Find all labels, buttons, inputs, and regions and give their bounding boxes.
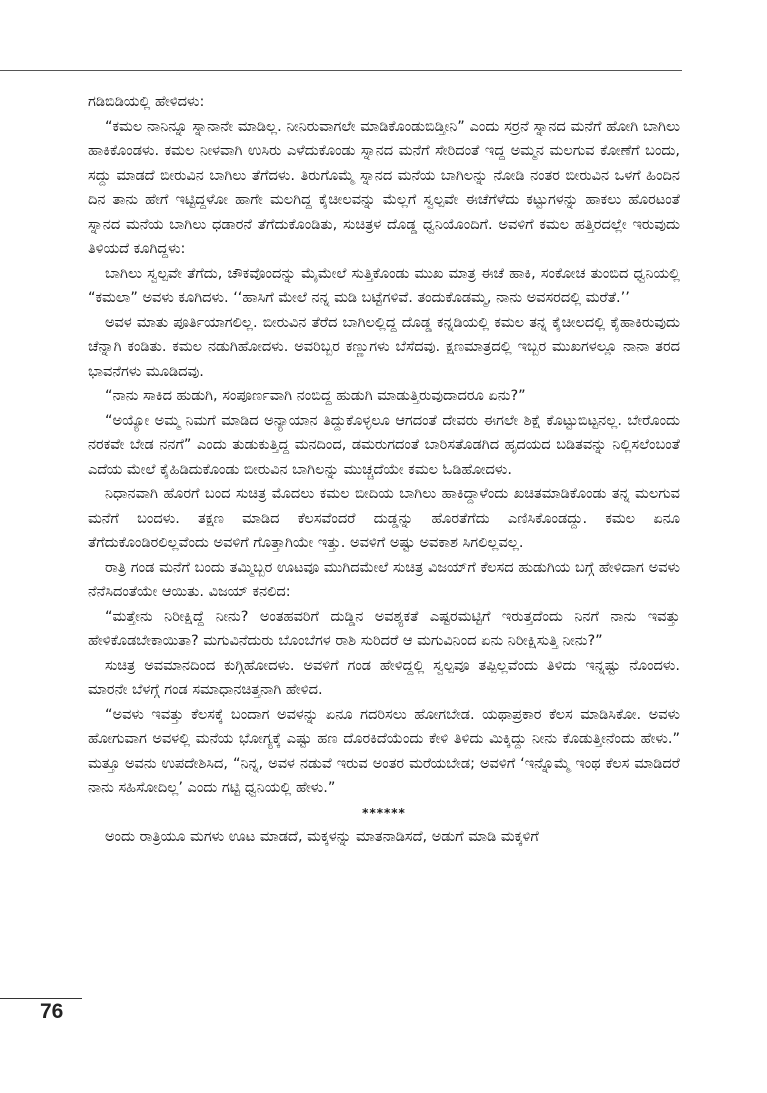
paragraph: “ಅಯ್ಯೋ ಅಮ್ಮ ನಿಮಗೆ ಮಾಡಿದ ಅನ್ಯಾಯಾನ ತಿದ್ದುಕೊಳ್ಳಲೂ ಆಗದಂತೆ ದೇವರು ಈಗಲೇ ಶಿಕ್ಷೆ ಕೊಟ್ಟುಬಿಟ್ಟನಲ್ಲ. ಬೇರೊಂದು ನರಕವೇ ಬೇಡ ನನಗೆ” ಎಂದು ತುಡುಕುತ್ತಿದ್ದ ಮನದಿಂದ, ಡಮರುಗದಂತೆ ಬಾರಿಸತೊಡಗಿದ ಹೃದಯದ ಬಡಿತವನ್ನು ನಿಲ್ಲಿಸಲೆಂಬಂತೆ ಎದೆಯ ಮೇಲೆ ಕೈಹಿಡಿದುಕೊಂಡು ಬೀರುವಿನ ಬಾಗಿಲನ್ನು ಮುಚ್ಚದೆಯೇ ಕಮಲ ಓಡಿಹೋದಳು. bbox=[88, 412, 680, 478]
paragraph: ಸುಚಿತ್ರ ಅವಮಾನದಿಂದ ಕುಗ್ಗಿಹೋದಳು. ಅವಳಿಗೆ ಗಂಡ ಹೇಳಿದ್ದಲ್ಲಿ ಸ್ವಲ್ಪವೂ ತಪ್ಪಿಲ್ಲವೆಂದು ತಿಳಿದು ಇನ್ನಷ್ಟು ನೊಂದಳು. ಮಾರನೇ ಬೆಳಗ್ಗೆ ಗಂಡ ಸಮಾಧಾನಚಿತ್ತನಾಗಿ ಹೇಳಿದ. bbox=[88, 657, 680, 698]
footer-rule bbox=[0, 998, 82, 999]
paragraph: ಗಡಿಬಿಡಿಯಲ್ಲಿ ಹೇಳಿದಳು: bbox=[88, 94, 205, 110]
paragraph: ಬಾಗಿಲು ಸ್ವಲ್ಪವೇ ತೆಗೆದು, ಚೌಕವೊಂದನ್ನು ಮೈಮೇಲೆ ಸುತ್ತಿಕೊಂಡು ಮುಖ ಮಾತ್ರ ಈಚೆ ಹಾಕಿ, ಸಂಕೋಚ ತುಂಬಿದ ಧ್ವನಿಯಲ್ಲಿ “ಕಮಲಾ” ಅವಳು ಕೂಗಿದಳು. ‘‘ಹಾಸಿಗೆ ಮೇಲೆ ನನ್ನ ಮಡಿ ಬಟ್ಟೆಗಳಿವೆ. ತಂದುಕೊಡಮ್ಮ, ನಾನು ಅವಸರದಲ್ಲಿ ಮರೆತೆ.’’ bbox=[88, 265, 680, 306]
section-divider: ****** bbox=[362, 805, 406, 820]
paragraph: “ನಾನು ಸಾಕಿದ ಹುಡುಗಿ, ಸಂಪೂರ್ಣವಾಗಿ ನಂಬಿದ್ದ ಹುಡುಗಿ ಮಾಡುತ್ತಿರುವುದಾದರೂ ಏನು?” bbox=[105, 388, 526, 404]
paragraph: “ಮತ್ತೇನು ನಿರೀಕ್ಷಿದ್ದೆ ನೀನು? ಅಂತಹವರಿಗೆ ದುಡ್ಡಿನ ಅವಶ್ಯಕತೆ ಎಷ್ಟರಮಟ್ಟಿಗೆ ಇರುತ್ತದೆಂದು ನಿನಗೆ ನಾನು ಇವತ್ತು ಹೇಳಿಕೊಡಬೇಕಾಯಿತಾ? ಮಗುವಿನೆದುರು ಬೊಂಬೆಗಳ ರಾಶಿ ಸುರಿದರೆ ಆ ಮಗುವಿನಿಂದ ಏನು ನಿರೀಕ್ಷಿಸುತ್ತಿ ನೀನು?” bbox=[88, 608, 680, 649]
paragraph: ಅವಳ ಮಾತು ಪೂರ್ತಿಯಾಗಲಿಲ್ಲ. ಬೀರುವಿನ ತೆರೆದ ಬಾಗಿಲಲ್ಲಿದ್ದ ದೊಡ್ಡ ಕನ್ನಡಿಯಲ್ಲಿ ಕಮಲ ತನ್ನ ಕೈಚೀಲದಲ್ಲಿ ಕೈಹಾಕಿರುವುದು ಚೆನ್ನಾಗಿ ಕಂಡಿತು. ಕಮಲ ನಡುಗಿಹೋದಳು. ಅವರಿಬ್ಬರ ಕಣ್ಣುಗಳು ಬೆಸೆದವು. ಕ್ಷಣಮಾತ್ರದಲ್ಲಿ ಇಬ್ಬರ ಮುಖಗಳಲ್ಲೂ ನಾನಾ ತರದ ಭಾವನೆಗಳು ಮೂಡಿದವು. bbox=[88, 314, 680, 380]
paragraph: ಅಂದು ರಾತ್ರಿಯೂ ಮಗಳು ಊಟ ಮಾಡದೆ, ಮಕ್ಕಳನ್ನು ಮಾತನಾಡಿಸದೆ, ಅಡುಗೆ ಮಾಡಿ ಮಕ್ಕಳಿಗೆ bbox=[105, 829, 539, 845]
paragraph: ರಾತ್ರಿ ಗಂಡ ಮನೆಗೆ ಬಂದು ತಮ್ಮಿಬ್ಬರ ಊಟವೂ ಮುಗಿದಮೇಲೆ ಸುಚಿತ್ರ ವಿಜಯ್‌ಗೆ ಕೆಲಸದ ಹುಡುಗಿಯ ಬಗ್ಗೆ ಹೇಳಿದಾಗ ಅವಳು ನೆನೆಸಿದಂತೆಯೇ ಆಯಿತು. ವಿಜಯ್ ಕನಲಿದ: bbox=[88, 559, 680, 600]
page-number: 76 bbox=[40, 1000, 64, 1023]
top-rule bbox=[0, 70, 682, 71]
page-body bbox=[88, 90, 680, 850]
paragraph: “ಅವಳು ಇವತ್ತು ಕೆಲಸಕ್ಕೆ ಬಂದಾಗ ಅವಳನ್ನು ಏನೂ ಗದರಿಸಲು ಹೋಗಬೇಡ. ಯಥಾಪ್ರಕಾರ ಕೆಲಸ ಮಾಡಿಸಿಕೋ. ಅವಳು ಹೋಗುವಾಗ ಅವಳಲ್ಲಿ ಮನೆಯ ಭೋಗ್ಯಕ್ಕೆ ಎಷ್ಟು ಹಣ ದೊರಕಿದೆಯೆಂದು ಕೇಳಿ ತಿಳಿದು ಮಿಕ್ಕಿದ್ದು ನೀನು ಕೊಡುತ್ತೀನೆಂದು ಹೇಳು.” ಮತ್ತೂ ಅವನು ಉಪದೇಶಿಸಿದ, “ನಿನ್ನ, ಅವಳ ನಡುವೆ ಇರುವ ಅಂತರ ಮರೆಯಬೇಡ; ಅವಳಿಗೆ ‘ಇನ್ನೊಮ್ಮೆ ಇಂಥ ಕೆಲಸ ಮಾಡಿದರೆ ನಾನು ಸಹಿಸೋದಿಲ್ಲ’ ಎಂದು ಗಟ್ಟಿ ಧ್ವನಿಯಲ್ಲಿ ಹೇಳು.” bbox=[88, 706, 680, 796]
paragraph: ನಿಧಾನವಾಗಿ ಹೊರಗೆ ಬಂದ ಸುಚಿತ್ರ ಮೊದಲು ಕಮಲ ಬೀದಿಯ ಬಾಗಿಲು ಹಾಕಿದ್ದಾಳೆಂದು ಖಚಿತಮಾಡಿಕೊಂಡು ತನ್ನ ಮಲಗುವ ಮನೆಗೆ ಬಂದಳು. ತಕ್ಷಣ ಮಾಡಿದ ಕೆಲಸವೆಂದರೆ ದುಡ್ಡನ್ನು ಹೊರತೆಗೆದು ಎಣಿಸಿಕೊಂಡದ್ದು. ಕಮಲ ಏನೂ ತೆಗೆದುಕೊಂಡಿರಲಿಲ್ಲವೆಂದು ಅವಳಿಗೆ ಗೊತ್ತಾಗಿಯೇ ಇತ್ತು. ಅವಳಿಗೆ ಅಷ್ಟು ಅವಕಾಶ ಸಿಗಲಿಲ್ಲವಲ್ಲ. bbox=[88, 486, 680, 551]
paragraph: “ಕಮಲ ನಾನಿನ್ನೂ ಸ್ನಾನಾನೇ ಮಾಡಿಲ್ಲ. ನೀನಿರುವಾಗಲೇ ಮಾಡಿಕೊಂಡುಬಿಡ್ತೀನಿ” ಎಂದು ಸರ್ರನೆ ಸ್ನಾನದ ಮನೆಗೆ ಹೋಗಿ ಬಾಗಿಲು ಹಾಕಿಕೊಂಡಳು. ಕಮಲ ನೀಳವಾಗಿ ಉಸಿರು ಎಳೆದುಕೊಂಡು ಸ್ನಾನದ ಮನೆಗೆ ಸೇರಿದಂತೆ ಇದ್ದ ಅಮ್ಮನ ಮಲಗುವ ಕೋಣೆಗೆ ಬಂದು, ಸದ್ದು ಮಾಡದೆ ಬೀರುವಿನ ಬಾಗಿಲು ತೆಗೆದಳು. ತಿರುಗೊಮ್ಮೆ ಸ್ನಾನದ ಮನೆಯ ಬಾಗಿಲನ್ನು ನೋಡಿ ನಂತರ ಬೀರುವಿನ ಒಳಗೆ ಹಿಂದಿನ ದಿನ ತಾನು ಹೇಗೆ ಇಟ್ಟಿದ್ದಳೋ ಹಾಗೇ ಮಲಗಿದ್ದ ಕೈಚೀಲವನ್ನು ಮೆಲ್ಲಗೆ ಸ್ವಲ್ಪವೇ ಈಚೆಗೆಳೆದು ಕಟ್ಟುಗಳನ್ನು ಹಾಕಲು ಹೊರಟಂತೆ ಸ್ನಾನದ ಮನೆಯ ಬಾಗಿಲು ಧಡಾರನೆ ತೆಗೆದುಕೊಂಡಿತು, ಸುಚಿತ್ರಳ ದೊಡ್ಡ ಧ್ವನಿಯೊಂದಿಗೆ. ಅವಳಿಗೆ ಕಮಲ ಹತ್ತಿರದಲ್ಲೇ ಇರುವುದು ತಿಳಿಯದೆ ಕೂಗಿದ್ದಳು: bbox=[88, 118, 680, 257]
